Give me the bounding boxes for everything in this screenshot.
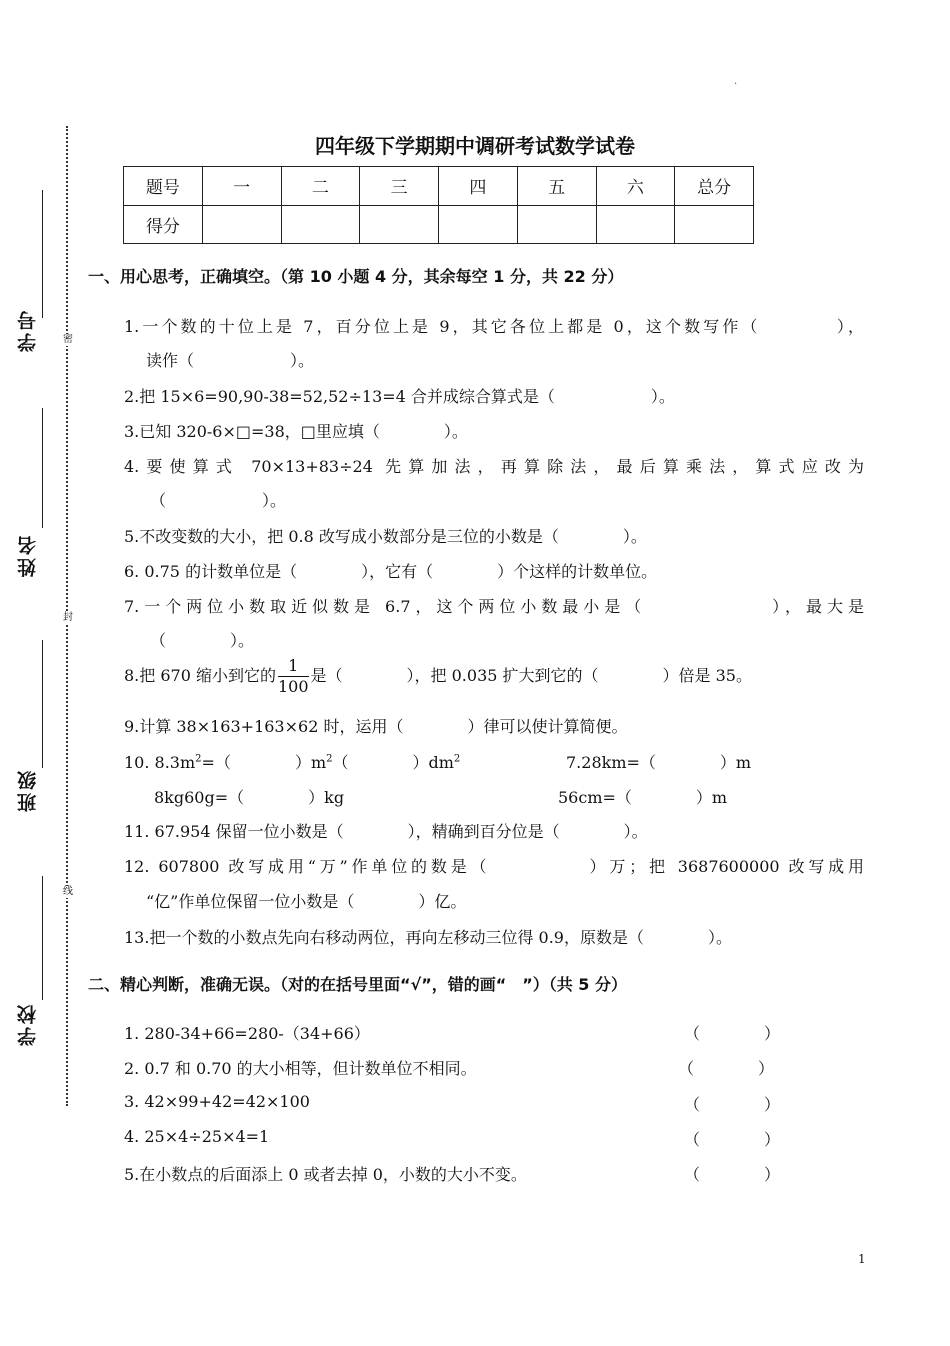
judge-item-5: 5.在小数点的后面添上 0 或者去掉 0，小数的大小不变。 xyxy=(124,1165,527,1184)
q10-blank-dm2: （ ）dm xyxy=(332,753,454,772)
score-header-cell: 二 xyxy=(281,167,360,206)
question-9: 9.计算 38×163+163×62 时，运用（ ）律可以使计算简便。 xyxy=(124,717,628,736)
answer-parentheses[interactable]: （ ） xyxy=(684,1165,781,1184)
question-1-line-2: 读作（ ）。 xyxy=(146,351,315,370)
school-underline xyxy=(42,876,43,1000)
seal-char-feng: 封 xyxy=(63,612,73,623)
question-8-prefix: 8.把 670 缩小到它的 xyxy=(124,666,276,685)
score-cell[interactable] xyxy=(675,205,754,244)
judge-item-2: 2. 0.7 和 0.70 的大小相等，但计数单位不相同。 xyxy=(124,1059,477,1078)
school-field[interactable] xyxy=(0,876,60,1056)
question-1-line-1: 1.一个数的十位上是 7，百分位上是 9，其它各位上都是 0，这个数写作（ ）， xyxy=(124,317,864,336)
question-2: 2.把 15×6=90,90-38=52,52÷13=4 合并成综合算式是（ ）。 xyxy=(124,387,675,406)
fraction-numerator: 1 xyxy=(278,656,309,677)
score-header-cell: 一 xyxy=(202,167,281,206)
score-table-header-row xyxy=(124,167,754,206)
q10-sup: 2 xyxy=(195,753,202,765)
q10-area-m2: 10. 8.3m xyxy=(124,753,196,772)
judge-item-1: 1. 280-34+66=280-（34+66） xyxy=(124,1024,370,1043)
question-12-line-2: “亿”作单位保留一位小数是（ ）亿。 xyxy=(146,892,467,911)
score-header-cell: 六 xyxy=(596,167,675,206)
score-cell[interactable] xyxy=(281,205,360,244)
school-label: 学校 xyxy=(17,1002,39,1046)
seal-char-xian: 线 xyxy=(63,886,73,897)
question-4-line-2: （ ）。 xyxy=(150,491,287,510)
class-field[interactable] xyxy=(0,640,60,820)
score-header-cell: 三 xyxy=(360,167,439,206)
score-cell[interactable] xyxy=(439,205,518,244)
answer-parentheses[interactable]: （ ） xyxy=(684,1095,781,1114)
class-label: 班级 xyxy=(17,768,39,812)
score-cell[interactable] xyxy=(360,205,439,244)
q10-sup: 2 xyxy=(326,753,333,765)
student-id-field[interactable] xyxy=(0,160,60,360)
question-10-line-2-right: 56cm=（ ）m xyxy=(558,788,728,807)
question-5: 5.不改变数的大小，把 0.8 改写成小数部分是三位的小数是（ ）。 xyxy=(124,527,647,546)
score-header-cell: 五 xyxy=(517,167,596,206)
q10-blank-m2: =（ ）m xyxy=(201,753,327,772)
question-11: 11. 67.954 保留一位小数是（ ），精确到百分位是（ ）。 xyxy=(124,822,648,841)
question-10-line-1-right: 7.28km=（ ）m xyxy=(566,753,752,772)
score-header-cell: 四 xyxy=(439,167,518,206)
question-10-line-1-left xyxy=(124,750,460,773)
question-3: 3.已知 320-6×□=38，□里应填（ ）。 xyxy=(124,422,468,441)
fraction-denominator: 100 xyxy=(277,677,309,696)
student-id-underline xyxy=(42,190,43,318)
q10-sup: 2 xyxy=(453,753,461,765)
score-cell[interactable] xyxy=(596,205,675,244)
judge-item-3: 3. 42×99+42=42×100 xyxy=(124,1092,310,1111)
seal-char-mi: 密 xyxy=(63,334,73,345)
student-name-label: 姓名 xyxy=(17,533,39,577)
class-underline xyxy=(42,640,43,768)
score-row-label: 得分 xyxy=(124,205,203,244)
question-7-line-2: （ ）。 xyxy=(150,631,255,650)
answer-parentheses[interactable]: （ ） xyxy=(684,1130,781,1149)
score-cell[interactable] xyxy=(202,205,281,244)
score-table-score-row xyxy=(124,205,754,244)
student-name-underline xyxy=(42,408,43,528)
section1-heading: 一、用心思考，正确填空。（第 10 小题 4 分，其余每空 1 分，共 22 分） xyxy=(88,267,624,286)
question-8 xyxy=(124,656,752,697)
score-header-cell: 题号 xyxy=(124,167,203,206)
judge-item-4: 4. 25×4÷25×4=1 xyxy=(124,1127,270,1146)
question-12-line-1: 12. 607800 改写成用“万”作单位的数是（ ）万；把 3687600000 改写成用 xyxy=(124,857,864,876)
student-name-field[interactable] xyxy=(0,408,60,588)
fraction-one-hundredth xyxy=(278,656,309,697)
header-dot: . xyxy=(734,76,738,87)
question-7-line-1: 7.一个两位小数取近似数是 6.7，这个两位小数最小是（ ），最大是 xyxy=(124,597,864,616)
page-number: 1 xyxy=(858,1252,866,1266)
score-table xyxy=(123,166,754,244)
question-6: 6. 0.75 的计数单位是（ ），它有（ ）个这样的计数单位。 xyxy=(124,562,658,581)
question-13: 13.把一个数的小数点先向右移动两位，再向左移动三位得 0.9，原数是（ ）。 xyxy=(124,928,732,947)
question-4-line-1: 4.要使算式 70×13+83÷24 先算加法，再算除法，最后算乘法，算式应改为 xyxy=(124,457,864,476)
student-id-label: 学号 xyxy=(17,308,39,352)
question-10-line-2-left: 8kg60g=（ ）kg xyxy=(154,788,345,807)
question-8-suffix: 是（ ），把 0.035 扩大到它的（ ）倍是 35。 xyxy=(310,666,752,685)
section2-heading: 二、精心判断，准确无误。（对的在括号里面“√”，错的画“ ”）（共 5 分） xyxy=(88,975,628,994)
score-header-cell: 总分 xyxy=(675,167,754,206)
answer-parentheses[interactable]: （ ） xyxy=(684,1024,781,1043)
page-title: 四年级下学期期中调研考试数学试卷 xyxy=(315,134,635,158)
answer-parentheses[interactable]: （ ） xyxy=(678,1059,775,1078)
score-cell[interactable] xyxy=(517,205,596,244)
